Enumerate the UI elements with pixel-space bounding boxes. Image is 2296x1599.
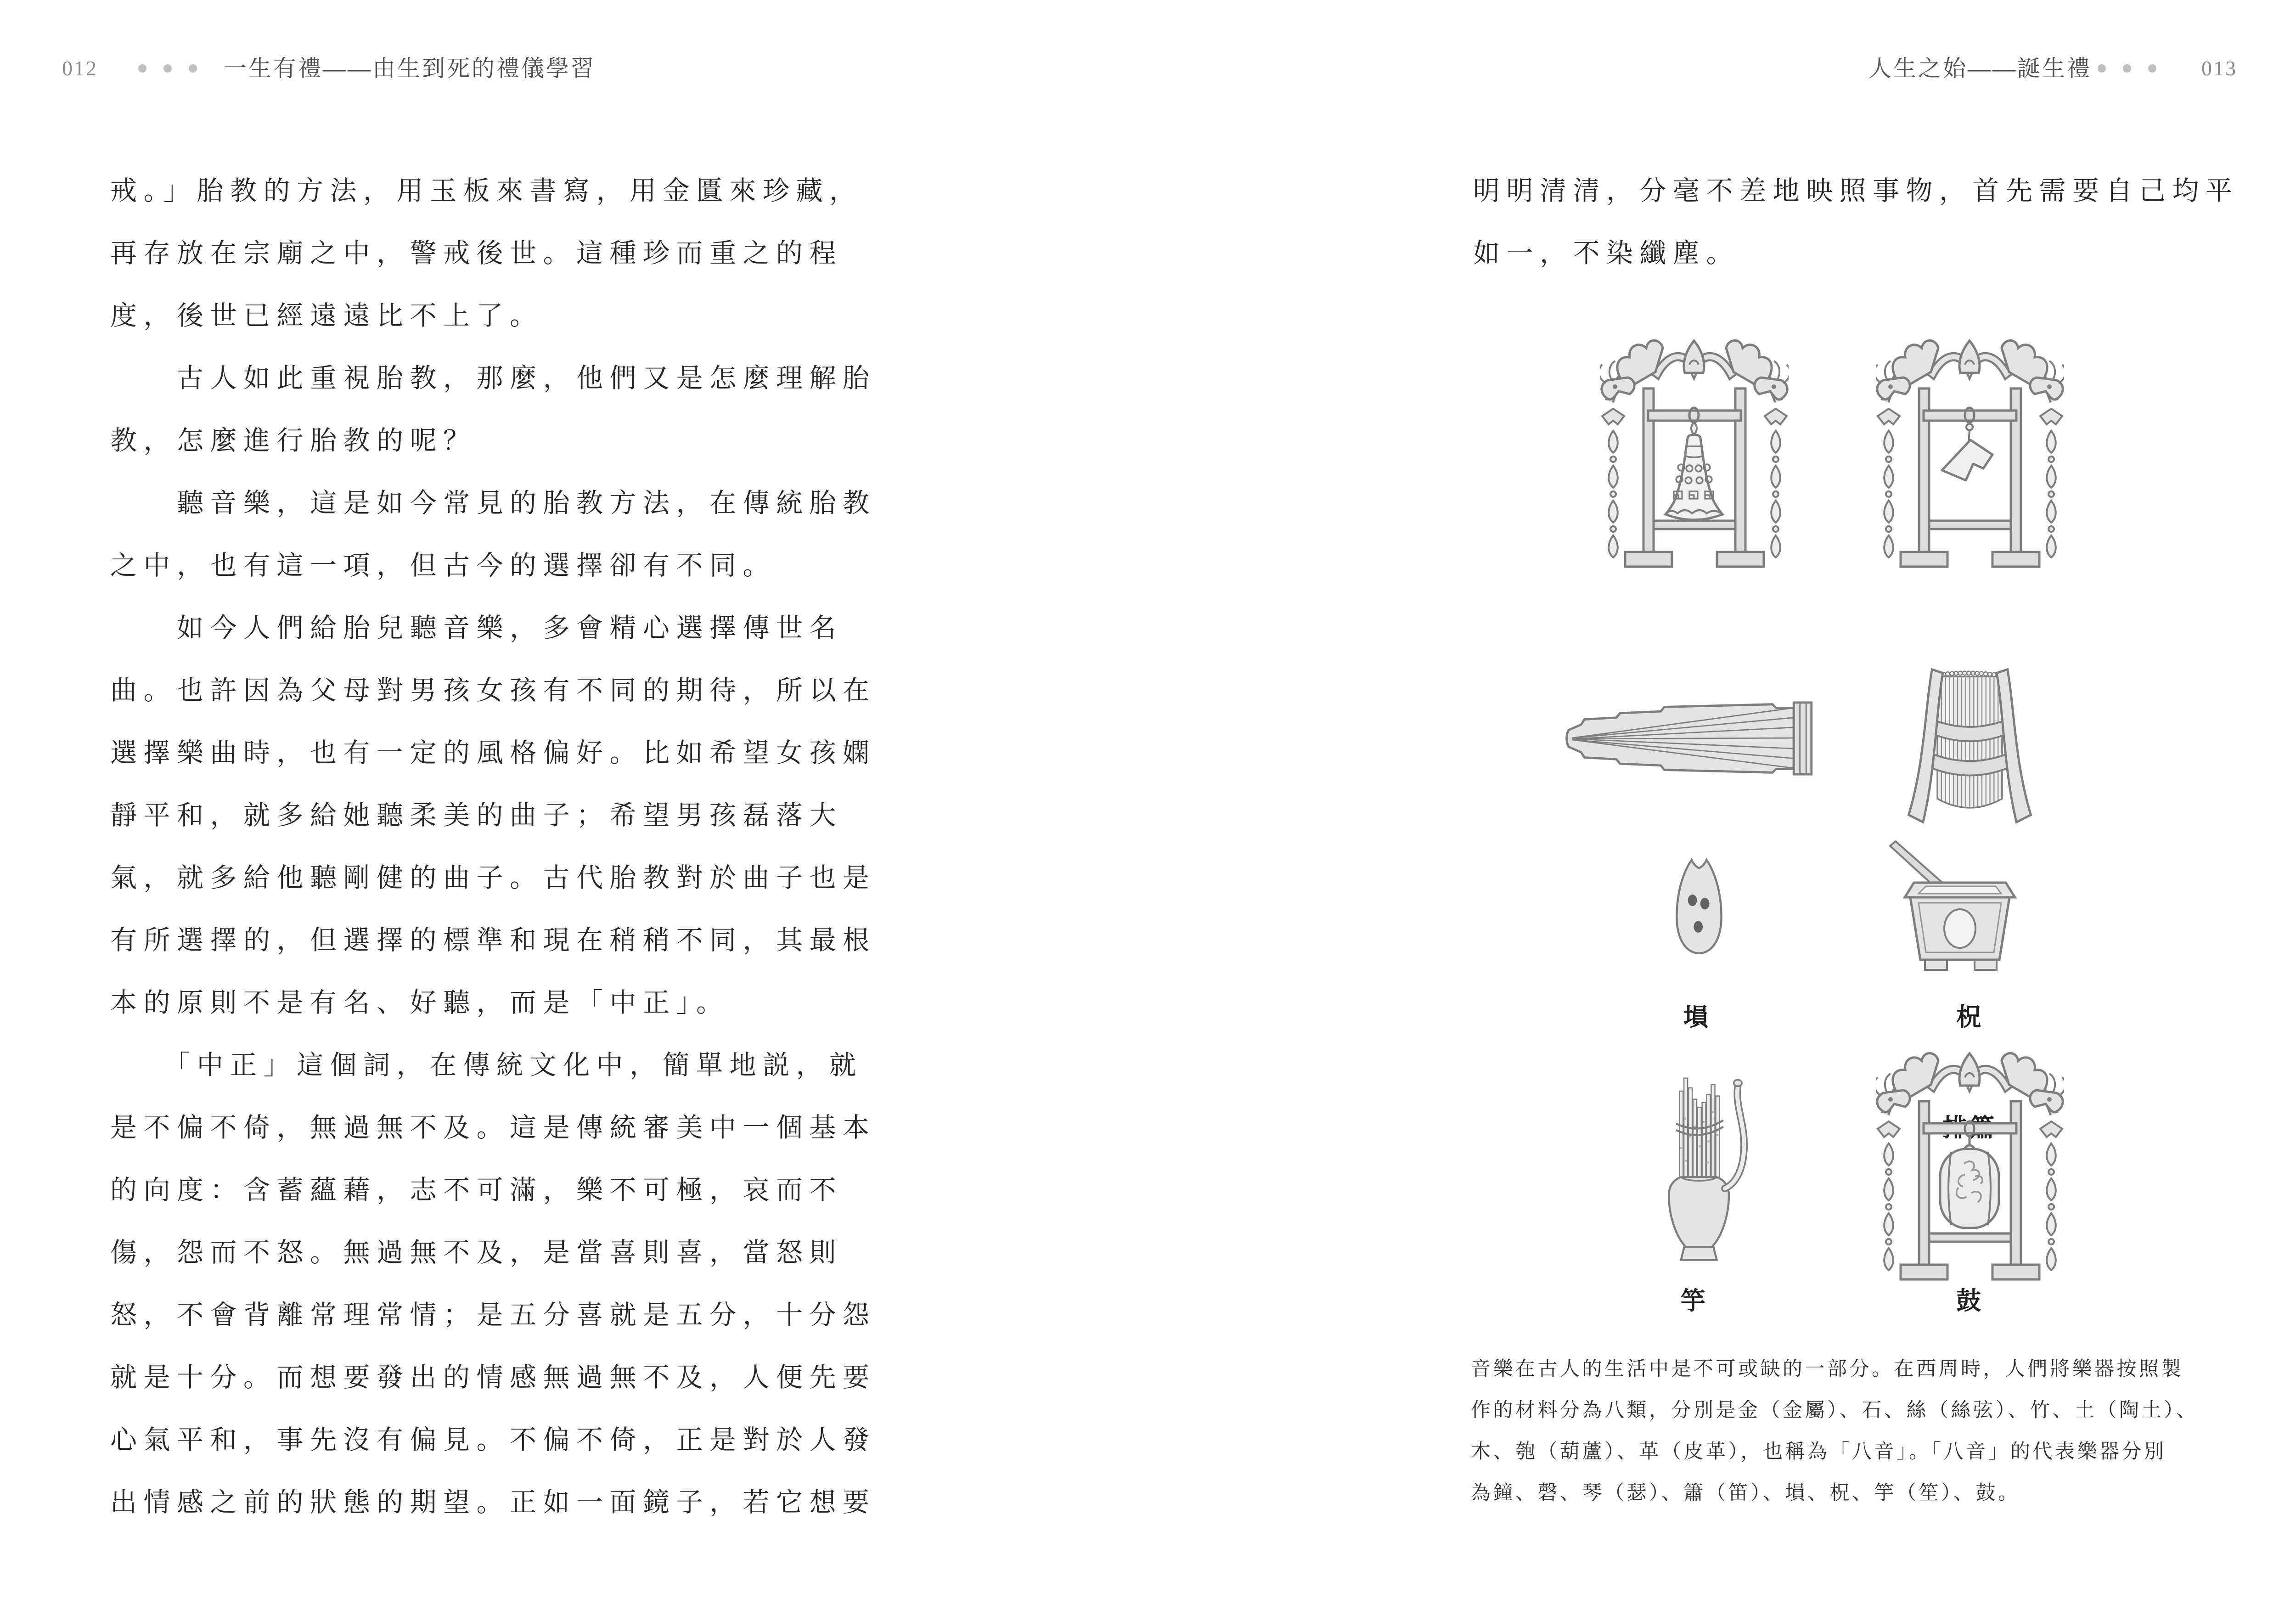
text-line: 明明清清，分毫不差地映照事物，首先需要自己均平 <box>1473 176 2239 206</box>
text-line: 再存放在宗廟之中，警戒後世。這種珍而重之的程 <box>110 238 843 268</box>
text-line: 作的材料分為八類，分別是金（金屬）、石、絲（絲弦）、竹、土（陶土）、 <box>1471 1399 2199 1421</box>
page-number-right: 013 <box>2201 56 2237 80</box>
text-line: 靜平和，就多給她聽柔美的曲子；希望男孩磊落大 <box>110 800 843 830</box>
zhu-box-icon <box>1890 841 2015 970</box>
instrument-label-yu: 竽 <box>1681 1287 1708 1315</box>
text-line: 如今人們給胎兒聽音樂，多會精心選擇傳世名 <box>110 613 843 643</box>
text-line: 為鐘、磬、琴（瑟）、簫（笛）、塤、柷、竽（笙）、鼓。 <box>1471 1482 2020 1504</box>
text-line: 心氣平和，事先沒有偏見。不偏不倚，正是對於人發 <box>110 1425 876 1455</box>
text-line: 度，後世已經遠遠比不上了。 <box>110 301 543 331</box>
yu-mouth-organ-icon <box>1669 1078 1744 1260</box>
dot-icon <box>189 64 197 73</box>
dot-icon <box>138 64 146 73</box>
running-title-left: 一生有禮——由生到死的禮儀學習 <box>224 56 596 81</box>
instrument-label-xun: 塤 <box>1683 1003 1711 1031</box>
text-line: 本的原則不是有名、好聽，而是「中正」。 <box>110 988 730 1018</box>
text-line: 氣，就多給他聽剛健的曲子。古代胎教對於曲子也是 <box>110 863 876 893</box>
text-line: 古人如此重視胎教，那麼，他們又是怎麼理解胎 <box>110 363 876 393</box>
text-line: 聽音樂，這是如今常見的胎教方法，在傳統胎教 <box>110 488 876 518</box>
xun-icon <box>1677 860 1721 953</box>
dot-icon <box>2123 64 2131 73</box>
text-line: 傷，怨而不怒。無過無不及，是當喜則喜，當怒則 <box>110 1238 843 1267</box>
instrument-label-gu: 鼓 <box>1956 1287 1984 1315</box>
zhu-box-illustration <box>1877 840 2029 976</box>
header-dots-left <box>138 64 197 73</box>
text-line: 出情感之前的狀態的期望。正如一面鏡子，若它想要 <box>110 1487 876 1517</box>
panpipes-icon <box>1908 670 2031 822</box>
panpipes-illustration <box>1898 662 2042 828</box>
text-line: 音樂在古人的生活中是不可或缺的一部分。在西周時，人們將樂器按照製 <box>1471 1358 2183 1380</box>
running-title-right: 人生之始——誕生禮 <box>1868 56 2092 81</box>
instruments-figure-grid <box>1473 317 2245 1355</box>
chime-stone-illustration <box>1876 330 2064 573</box>
header-dots-right <box>2098 64 2156 73</box>
yu-mouth-organ-illustration <box>1645 1070 1767 1269</box>
text-line: 戒。」胎教的方法，用玉板來書寫，用金匱來珍藏， <box>110 176 863 206</box>
text-line: 曲。也許因為父母對男孩女孩有不同的期待，所以在 <box>110 676 876 705</box>
text-line: 教，怎麼進行胎教的呢？ <box>110 426 477 456</box>
dot-icon <box>2098 64 2106 73</box>
instrument-label-zhu: 柷 <box>1956 1003 1984 1031</box>
drum-icon <box>1940 1121 1999 1228</box>
qin-zither-icon <box>1567 703 1812 774</box>
qin-zither-illustration <box>1561 687 1828 789</box>
text-line: 是不偏不倚，無過無不及。這是傳統審美中一個基本 <box>110 1113 876 1143</box>
dot-icon <box>163 64 172 73</box>
page-number-left: 012 <box>62 56 98 80</box>
text-line: 怒，不會背離常理常情；是五分喜就是五分，十分怨 <box>110 1300 876 1330</box>
text-line: 就是十分。而想要發出的情感無過無不及，人便先要 <box>110 1363 876 1392</box>
xun-illustration <box>1654 853 1745 957</box>
left-page-body-text <box>110 160 886 1534</box>
text-line: 選擇樂曲時，也有一定的風格偏好。比如希望女孩嫻 <box>110 738 876 768</box>
right-page-intro-text <box>1473 160 2249 285</box>
bell-illustration <box>1600 330 1789 573</box>
text-line: 的向度：含蓄蘊藉，志不可滿，樂不可極，哀而不 <box>110 1175 843 1205</box>
text-line: 木、匏（葫蘆）、革（皮革），也稱為「八音」。「八音」的代表樂器分別 <box>1471 1441 2167 1463</box>
text-line: 「中正」這個詞，在傳統文化中，簡單地説，就 <box>110 1050 863 1080</box>
text-line: 如一，不染纖塵。 <box>1473 238 1740 268</box>
text-line: 有所選擇的，但選擇的標準和現在稍稍不同，其最根 <box>110 925 876 955</box>
figure-caption <box>1471 1348 2251 1514</box>
bell-icon <box>1666 408 1722 520</box>
drum-illustration <box>1876 1042 2064 1286</box>
text-line: 之中，也有這一項，但古今的選擇卻有不同。 <box>110 551 777 580</box>
dot-icon <box>2148 64 2156 73</box>
